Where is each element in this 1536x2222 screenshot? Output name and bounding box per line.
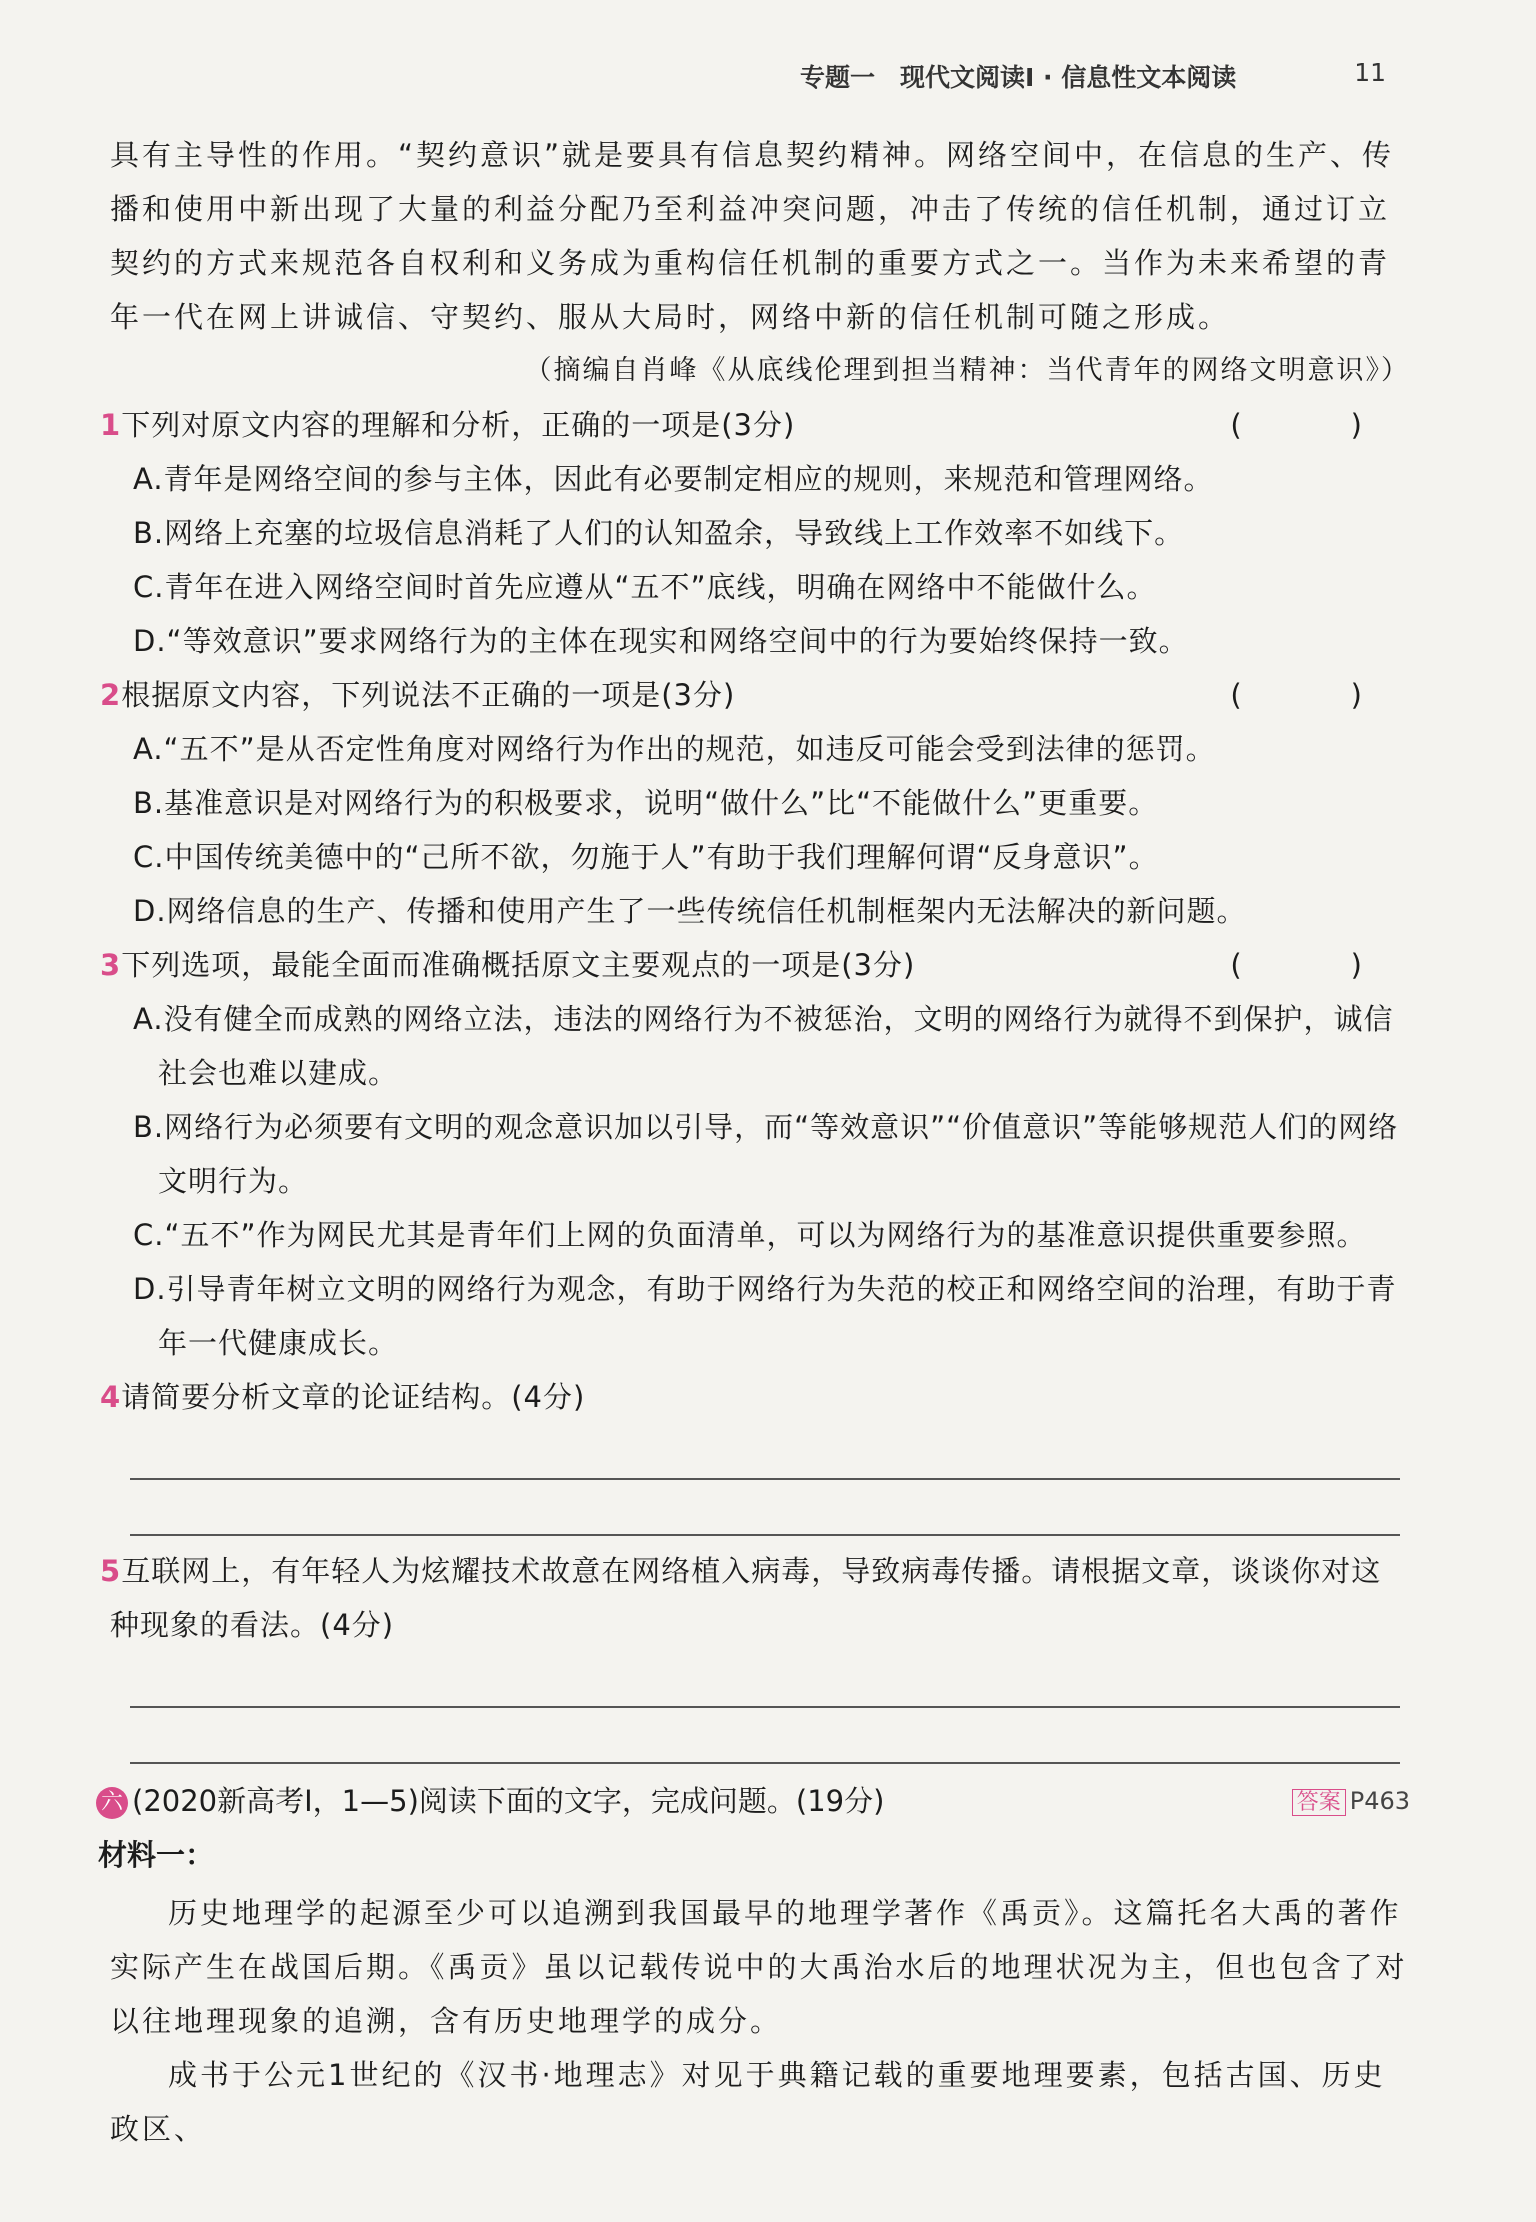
option-c[interactable]: C.中国传统美德中的“己所不欲，勿施于人”有助于我们理解何谓“反身意识”。 (133, 840, 1159, 874)
question-number: 5 (100, 1554, 122, 1588)
answer-bracket[interactable]: ( ) (1230, 678, 1402, 712)
option-b[interactable]: B.网络上充塞的垃圾信息消耗了人们的认知盈余，导致线上工作效率不如线下。 (133, 516, 1185, 550)
question-3 (100, 938, 1410, 992)
option-c[interactable]: C.青年在进入网络空间时首先应遵从“五不”底线，明确在网络中不能做什么。 (133, 570, 1157, 604)
passage-paragraph: 具有主导性的作用。“契约意识”就是要具有信息契约精神。网络空间中，在信息的生产、传播和使用中新出现了大量的利益分配乃至利益冲突问题，冲击了传统的信任机制，通过订立契约的方式来规范各自权利和义务成为重构信任机制的重要方式之一。当作为未来希望的青年一代在网上讲诚信、守契约、服从大局时，网络中新的信任机制可随之形成。 (110, 138, 1395, 334)
question-stem: 下列选项，最能全面而准确概括原文主要观点的一项是(3分) (121, 948, 916, 982)
header-title: 专题一 现代文阅读Ⅰ · 信息性文本阅读 (800, 63, 1237, 92)
material-paragraph: 历史地理学的起源至少可以追溯到我国最早的地理学著作《禹贡》。这篇托名大禹的著作实际产生在战国后期。《禹贡》虽以记载传说中的大禹治水后的地理状况为主，但也包含了对以往地理现象的追溯，含有历史地理学的成分。 (110, 1896, 1408, 2038)
option-a[interactable]: A.“五不”是从否定性角度对网络行为作出的规范，如违反可能会受到法律的惩罚。 (133, 732, 1216, 766)
answer-label: 答案 (1292, 1789, 1346, 1816)
option-d[interactable]: D.引导青年树立文明的网络行为观念，有助于网络行为失范的校正和网络空间的治理，有助于青年一代健康成长。 (133, 1272, 1397, 1360)
option-b[interactable]: B.网络行为必须要有文明的观念意识加以引导，而“等效意识”“价值意识”等能够规范人们的网络文明行为。 (133, 1110, 1399, 1198)
option-d[interactable]: D.“等效意识”要求网络行为的主体在现实和网络空间中的行为要始终保持一致。 (133, 624, 1189, 658)
answer-line[interactable] (130, 1424, 1400, 1480)
question-number: 4 (100, 1380, 122, 1414)
question-stem: 互联网上，有年轻人为炫耀技术故意在网络植入病毒，导致病毒传播。请根据文章，谈谈你对这种现象的看法。(4分) (110, 1554, 1382, 1642)
question-2 (100, 668, 1410, 722)
option-c[interactable]: C.“五不”作为网民尤其是青年们上网的负面清单，可以为网络行为的基准意识提供重要参照。 (133, 1218, 1367, 1252)
question-stem: 下列对原文内容的理解和分析，正确的一项是(3分) (121, 408, 796, 442)
section-badge: 六 (96, 1787, 128, 1819)
option-a[interactable]: A.没有健全而成熟的网络立法，违法的网络行为不被惩治，文明的网络行为就得不到保护，诚信社会也难以建成。 (133, 1002, 1394, 1090)
question-5 (100, 1544, 1410, 1652)
section-title: (2020新高考Ⅰ，1—5)阅读下面的文字，完成问题。(19分) (132, 1784, 885, 1818)
question-stem: 根据原文内容，下列说法不正确的一项是(3分) (121, 678, 736, 712)
question-number: 3 (100, 948, 122, 982)
answer-bracket[interactable]: ( ) (1230, 408, 1402, 442)
page-content (98, 128, 1410, 2156)
answer-bracket[interactable]: ( ) (1230, 948, 1402, 982)
page-number: 11 (1354, 58, 1386, 87)
answer-line[interactable] (130, 1480, 1400, 1536)
question-4 (100, 1370, 1410, 1424)
material-label: 材料一： (98, 1838, 215, 1872)
passage-source: （摘编自肖峰《从底线伦理到担当精神：当代青年的网络文明意识》） (524, 355, 1410, 386)
material-paragraph: 成书于公元1世纪的《汉书·地理志》对见于典籍记载的重要地理要素，包括古国、历史政区、 (110, 2058, 1386, 2146)
option-a[interactable]: A.青年是网络空间的参与主体，因此有必要制定相应的规则，来规范和管理网络。 (133, 462, 1214, 496)
question-1 (100, 398, 1410, 452)
answer-reference[interactable] (1292, 1774, 1410, 1830)
running-header (800, 58, 1386, 94)
question-number: 2 (100, 678, 122, 712)
option-b[interactable]: B.基准意识是对网络行为的积极要求，说明“做什么”比“不能做什么”更重要。 (133, 786, 1159, 820)
question-stem: 请简要分析文章的论证结构。(4分) (121, 1380, 586, 1414)
option-d[interactable]: D.网络信息的生产、传播和使用产生了一些传统信任机制框架内无法解决的新问题。 (133, 894, 1247, 928)
answer-line[interactable] (130, 1652, 1400, 1708)
question-number: 1 (100, 408, 122, 442)
answer-line[interactable] (130, 1708, 1400, 1764)
answer-page: P463 (1349, 1787, 1410, 1815)
section-header (100, 1774, 1410, 1828)
